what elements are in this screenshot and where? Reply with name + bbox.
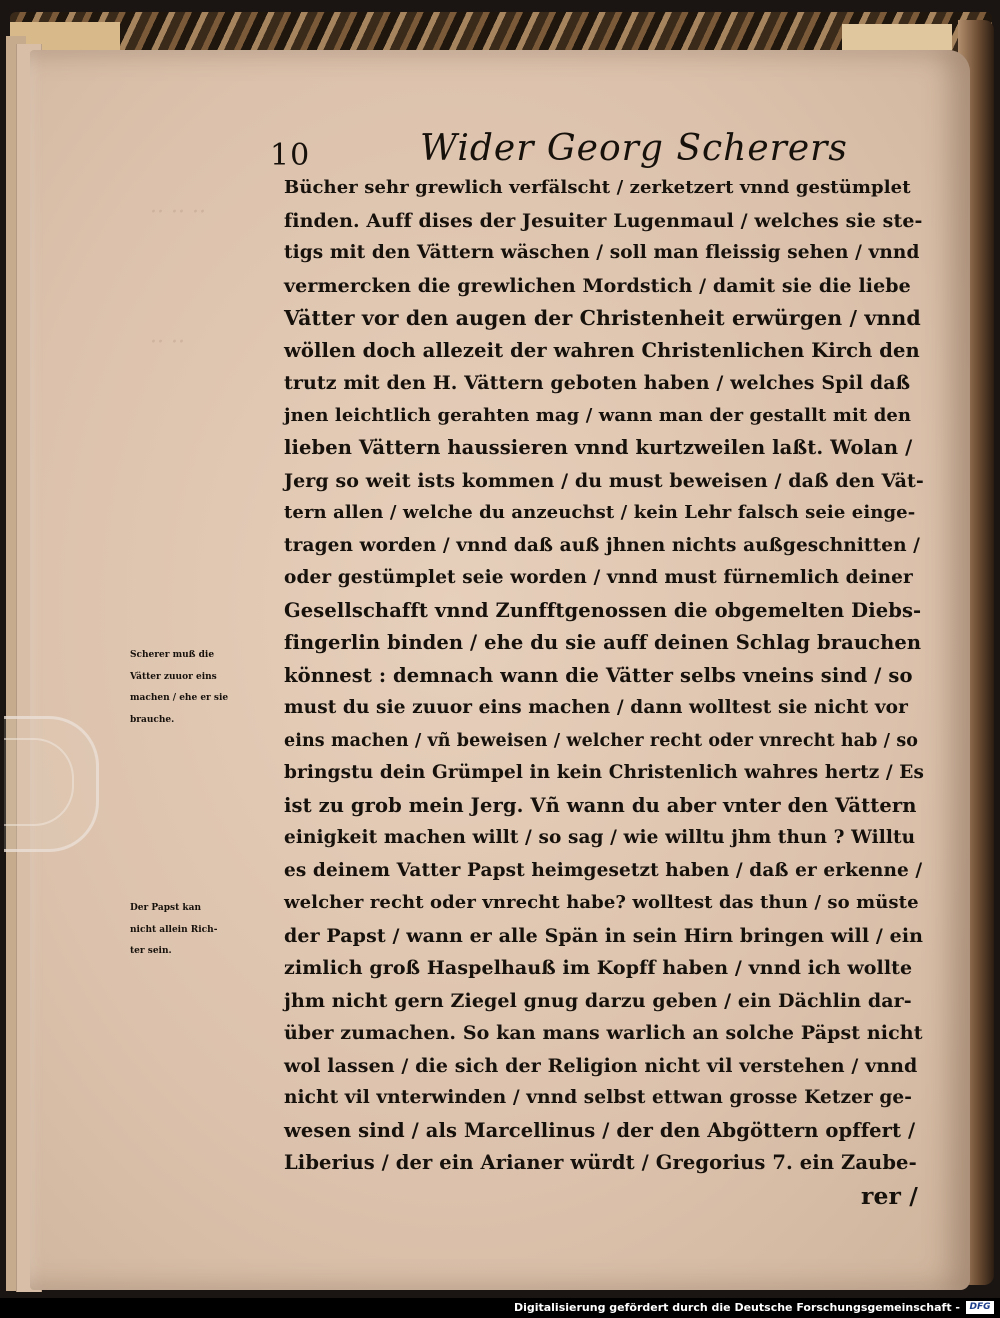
bleed-through-shadow: ·· ·· [150, 330, 185, 355]
running-head: Wider Georg Scherers [420, 128, 848, 169]
marginal-note-line: Der Papst kan [130, 903, 202, 913]
text-line: vermercken die grewlichen Mordstich / damit sie die liebe [284, 274, 911, 297]
marginal-note-line: machen / ehe er sie [130, 693, 229, 703]
text-line: oder gestümplet seie worden / vnnd must fürnemlich deiner [284, 567, 913, 588]
text-line: zimlich groß Haspelhauß im Kopff haben / vnnd ich wollte [284, 957, 913, 979]
text-line: über zumachen. So kan mans warlich an solche Päpst nicht [284, 1022, 923, 1044]
text-line: bringstu dein Grümpel in kein Christenlich wahres hertz / Es [284, 762, 924, 783]
body-text [284, 172, 924, 1212]
text-line: nicht vil vnterwinden / vnnd selbst ettwan grosse Ketzer ge- [284, 1087, 913, 1108]
bleed-through-shadow: ·· ·· ·· [150, 200, 206, 225]
funding-notice: Digitalisierung gefördert durch die Deutsche Forschungsgemeinschaft - [513, 1301, 960, 1314]
text-line: fingerlin binden / ehe du sie auff deinen Schlag brauchen [284, 631, 922, 654]
text-line: eins machen / vñ beweisen / welcher recht oder vnrecht hab / so [284, 730, 919, 751]
text-line: trutz mit den H. Vättern geboten haben / welches Spil daß [284, 372, 911, 394]
text-line: tragen worden / vnnd daß auß jhnen nichts außgeschnitten / [284, 534, 921, 556]
text-line: Liberius / der ein Arianer würdt / Gregorius 7. ein Zaube- [284, 1151, 917, 1174]
text-line: es deinem Vatter Papst heimgesetzt haben / daß er erkenne / [284, 859, 923, 881]
text-line: jnen leichtlich gerahten mag / wann man der gestallt mit den [284, 404, 912, 426]
text-line: wol lassen / die sich der Religion nicht vil verstehen / vnnd [284, 1054, 918, 1077]
text-line: Bücher sehr grewlich verfälscht / zerketzert vnnd gestümplet [284, 177, 911, 198]
text-line: must du sie zuuor eins machen / dann wolltest sie nicht vor [284, 697, 908, 718]
text-line: tern allen / welche du anzeuchst / kein Lehr falsch seie einge- [284, 502, 916, 523]
dfg-logo: DFG [966, 1301, 994, 1314]
text-line: Jerg so weit ists kommen / du must beweisen / daß den Vät- [284, 469, 924, 492]
page-number: 10 [270, 138, 311, 173]
text-line: einigkeit machen willt / so sag / wie willtu jhm thun ? Willtu [284, 827, 916, 848]
text-line: wesen sind / als Marcellinus / der den Abgöttern opffert / [284, 1118, 916, 1142]
text-line: der Papst / wann er alle Spän in sein Hirn bringen will / ein [284, 924, 924, 947]
marginal-note-line: brauche. [130, 714, 175, 725]
text-line: wöllen doch allezeit der wahren Christenlichen Kirch den [284, 338, 920, 362]
marginal-note-line: nicht allein Rich- [130, 924, 218, 935]
text-line: finden. Auff dises der Jesuiter Lugenmaul / welches sie ste- [284, 209, 923, 232]
text-line: Vätter vor den augen der Christenheit erwürgen / vnnd [284, 306, 921, 330]
text-line: welcher recht oder vnrecht habe? wolltest das thun / so müste [284, 892, 919, 913]
marginal-note-line: ter sein. [130, 946, 172, 956]
footer-bar [0, 1298, 1000, 1318]
marginal-note [130, 645, 290, 731]
catchword: rer / [861, 1181, 918, 1210]
book-cover-top [10, 12, 992, 52]
marginal-note [130, 898, 290, 963]
text-line: tigs mit den Vättern wäschen / soll man fleissig sehen / vnnd [284, 242, 920, 263]
text-line: jhm nicht gern Ziegel gnug darzu geben / ein Dächlin dar- [284, 989, 912, 1012]
text-line: Gesellschafft vnnd Zunfftgenossen die obgemelten Diebs- [284, 598, 922, 622]
text-line: ist zu grob mein Jerg. Vñ wann du aber vnter den Vättern [284, 793, 917, 817]
page-clip-inner [4, 738, 74, 826]
text-line: könnest : demnach wann die Vätter selbs vneins sind / so [284, 663, 913, 687]
marginal-note-line: Scherer muß die [130, 650, 215, 660]
text-line: lieben Vättern haussieren vnnd kurtzweilen laßt. Wolan / [284, 436, 913, 459]
marginal-note-line: Vätter zuuor eins [130, 671, 217, 682]
